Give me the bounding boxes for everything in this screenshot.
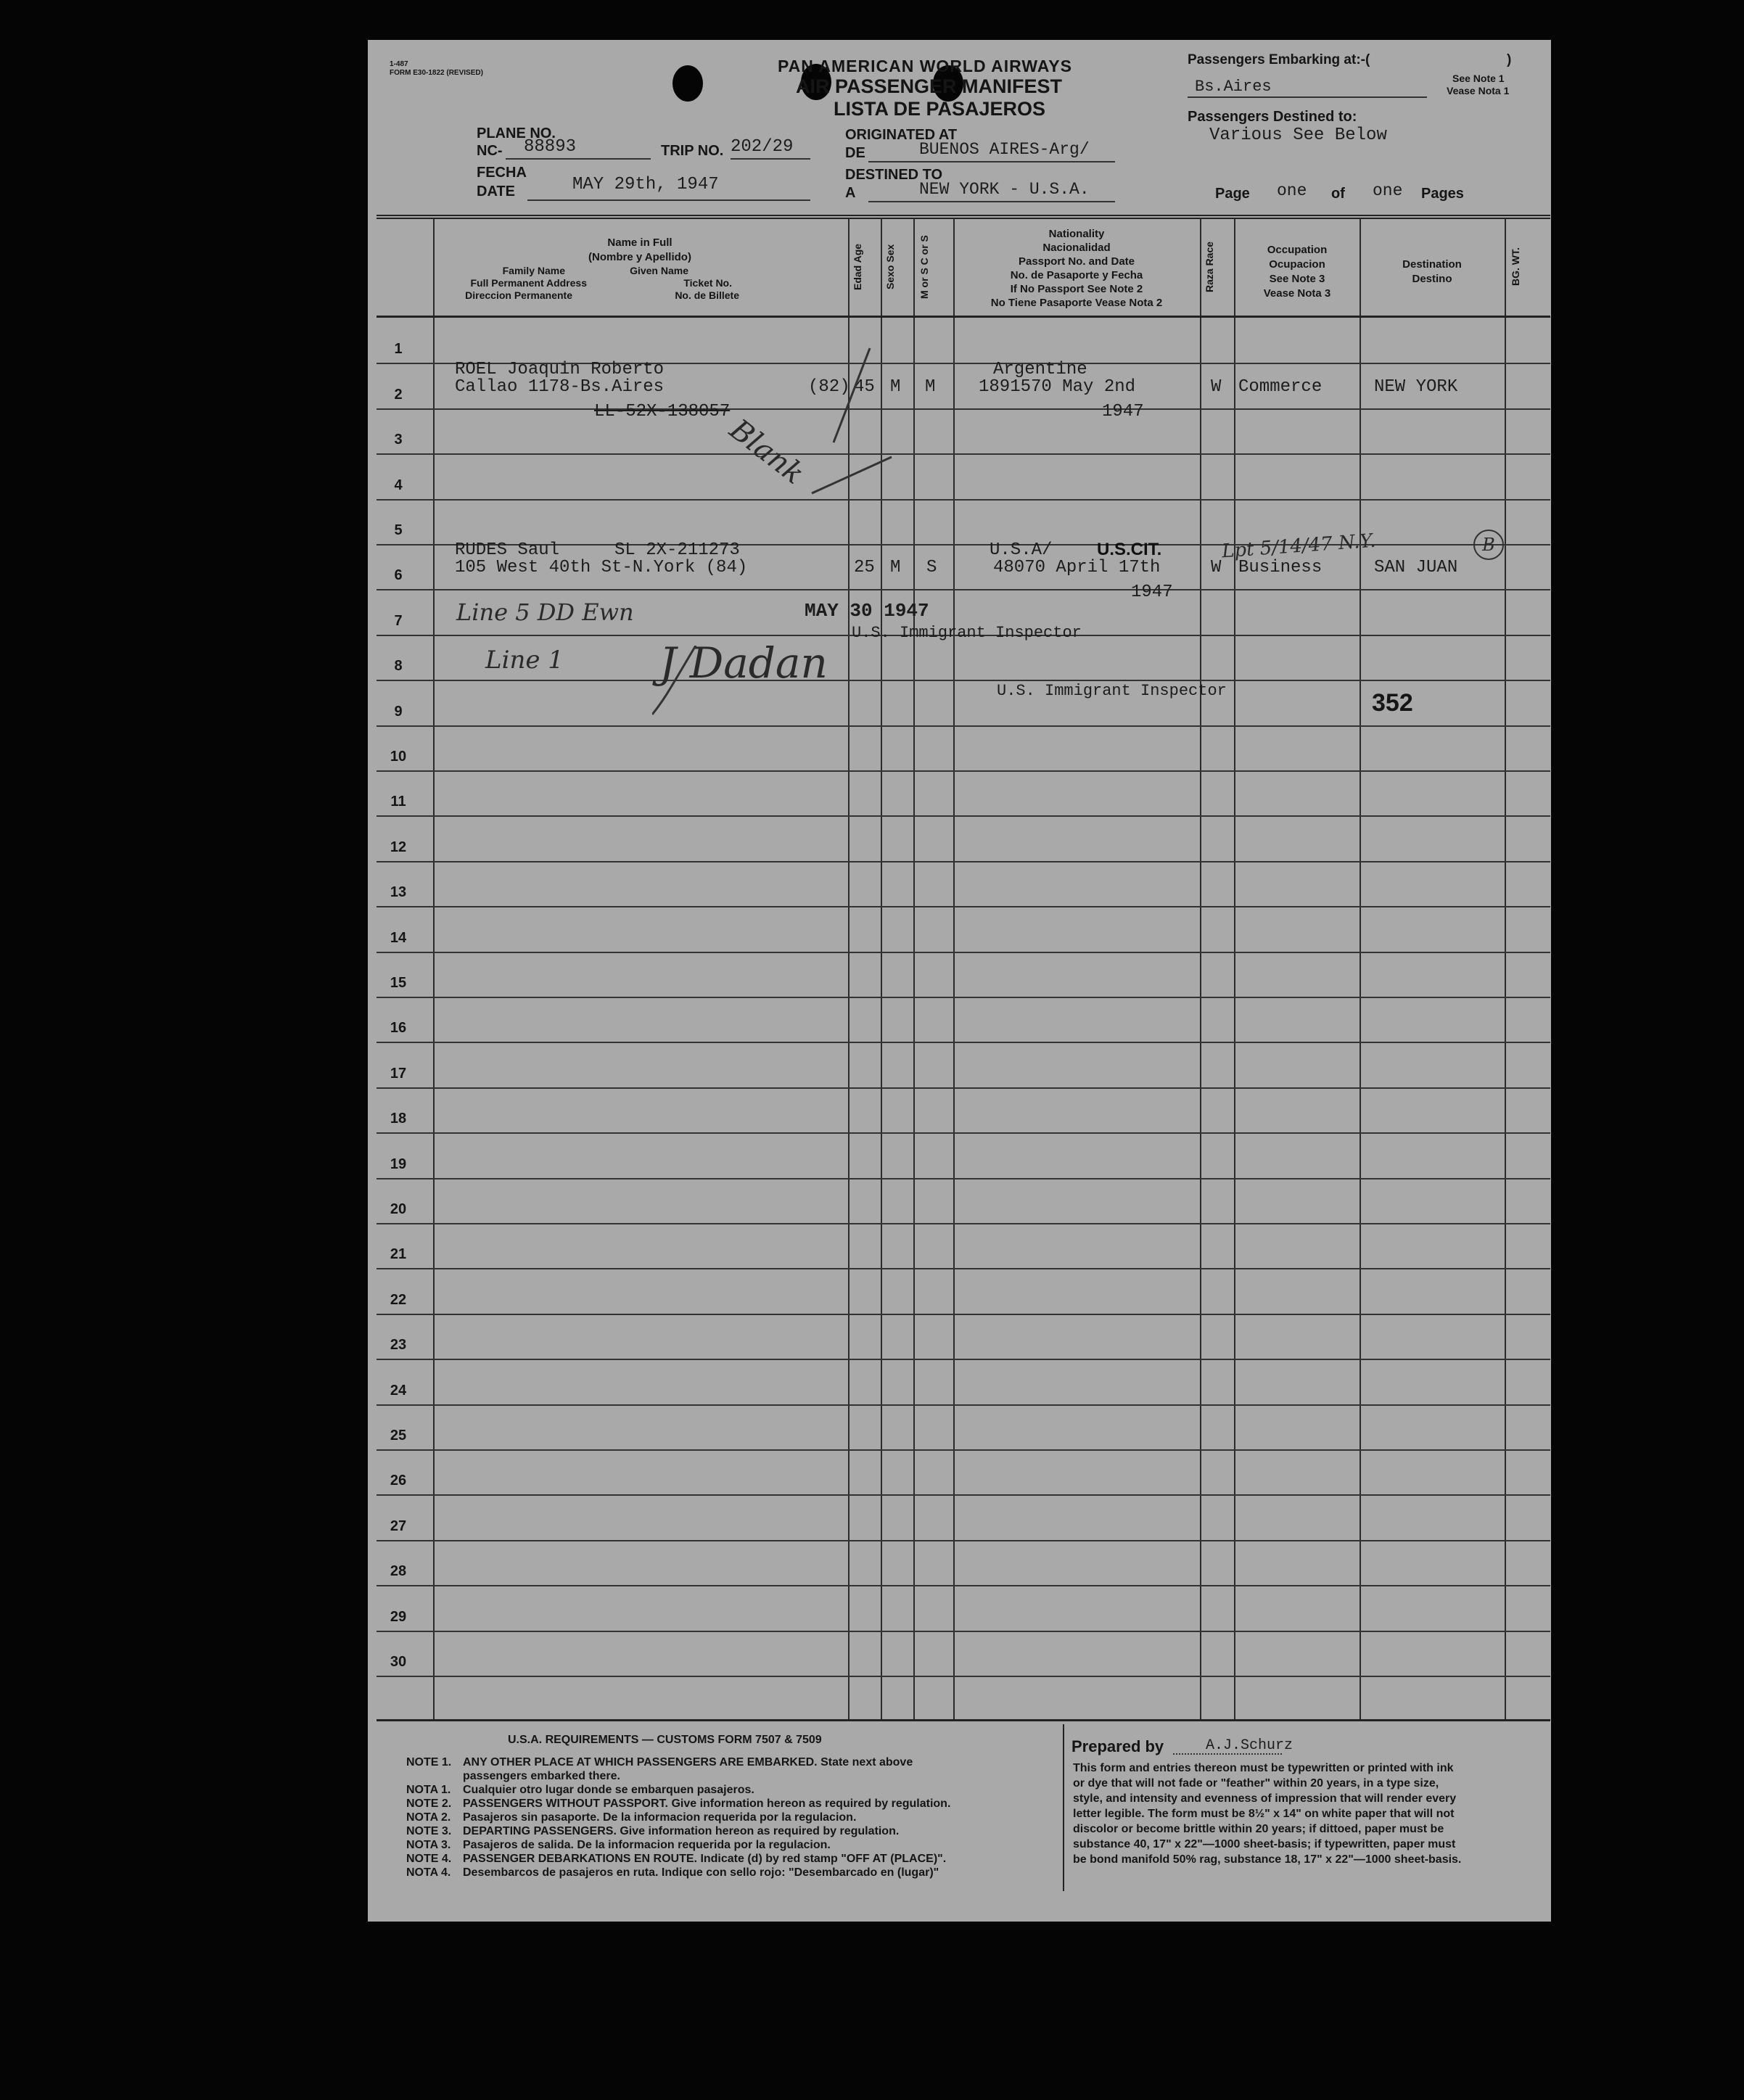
row-divider	[377, 906, 1550, 907]
occupation-column-header: Occupation Ocupacion See Note 3 Vease Nota 3	[1263, 244, 1331, 300]
embarking-city: Bs.Aires	[1195, 78, 1272, 96]
row-number: 24	[390, 1382, 407, 1399]
race-column-header: Raza Race	[1204, 241, 1215, 293]
passenger-5-nationality: U.S.A/	[990, 540, 1053, 560]
row-number: 28	[390, 1563, 407, 1580]
trip-underline	[731, 158, 810, 160]
citizen-stamp: U.S.CIT.	[1097, 540, 1162, 559]
row-divider	[377, 1314, 1550, 1315]
paper-note-line: letter legible. The form must be 8½" x 14" on white paper that will not	[1073, 1808, 1455, 1820]
origin-city: BUENOS AIRES-Arg/	[919, 140, 1090, 159]
requirements-title: U.S.A. REQUIREMENTS — CUSTOMS FORM 7507 & 7509	[508, 1734, 822, 1746]
inspector-title-2: U.S. Immigrant Inspector	[997, 682, 1227, 700]
punch-hole	[672, 65, 703, 102]
footer-divider	[1063, 1724, 1066, 1891]
line-1-handwriting: Line 1	[485, 646, 564, 675]
note-label: NOTA 1.	[406, 1784, 451, 1796]
marital-column-header: M or S C or S	[918, 235, 930, 299]
name-subheaders: Family Name Given Name Full Permanent Address Ticket No. Direccion Permanente No. de Billete	[465, 265, 739, 301]
embarking-underline	[1188, 96, 1427, 98]
passenger-1-age: 45	[854, 377, 875, 397]
row-number: 11	[390, 794, 406, 810]
passenger-1-destination: NEW YORK	[1374, 377, 1458, 397]
passenger-5-marital: S	[926, 558, 937, 577]
note-text: DEPARTING PASSENGERS. Give information hereon as required by regulation.	[463, 1825, 900, 1837]
passenger-5-occupation: Business	[1238, 558, 1323, 577]
company-name: PAN AMERICAN WORLD AIRWAYS	[778, 57, 1072, 75]
cancel-strokes	[783, 341, 928, 508]
row-divider	[377, 1404, 1550, 1406]
passenger-5-name: RUDES Saul	[455, 540, 560, 560]
note-line	[406, 1824, 950, 1838]
destined-a: A	[845, 185, 856, 201]
row-number: 14	[390, 929, 407, 946]
paper-note-line: discolor or become brittle within 20 years; if dittoed, paper must be	[1073, 1823, 1444, 1835]
bag-weight-column-header: BG. WT.	[1510, 247, 1521, 287]
manifest-sheet	[368, 40, 1551, 1922]
row-divider	[377, 815, 1550, 817]
row-divider	[377, 499, 1550, 501]
row-divider	[377, 1676, 1550, 1677]
passenger-1-nationality: Argentine	[993, 360, 1087, 379]
row-number: 15	[390, 975, 407, 991]
paper-note-line: be bond manifold 50% rag, substance 18, 17" x 22"—1000 sheet-basis.	[1073, 1853, 1462, 1866]
passenger-5-ticket: SL 2X-211273	[614, 540, 740, 560]
plane-prefix: NC-	[477, 143, 503, 159]
prepared-by-name: A.J.Schurz	[1206, 1737, 1293, 1754]
row-divider	[377, 1631, 1550, 1632]
requirements-notes	[406, 1755, 950, 1879]
age-column-header: Edad Age	[852, 243, 863, 291]
row-number: 2	[394, 386, 403, 403]
note-text: Pasajeros de salida. De la informacion requerida por la regulacion.	[463, 1839, 831, 1851]
row-number: 22	[390, 1291, 407, 1308]
row-divider	[377, 1268, 1550, 1269]
prepared-by-label: Prepared by	[1072, 1737, 1164, 1755]
passenger-1-passport: 1891570 May 2nd	[979, 377, 1136, 397]
passenger-1-address: Callao 1178-Bs.Aires	[455, 377, 665, 397]
embarking-close: )	[1507, 52, 1512, 67]
passenger-table	[377, 218, 1550, 1719]
date-label: DATE	[477, 184, 515, 199]
trip-label: TRIP NO.	[661, 143, 724, 159]
row-number: 20	[390, 1201, 407, 1217]
row-number: 8	[394, 658, 403, 675]
row-number: 17	[390, 1065, 407, 1082]
paper-note-line: style, and intensity and evenness of impression that will render every	[1073, 1792, 1457, 1805]
name-column-header: Name in Full (Nombre y Apellido)	[588, 236, 691, 263]
inspector-title-1: U.S. Immigrant Inspector	[852, 624, 1082, 642]
paper-note-line: This form and entries thereon must be typewritten or printed with ink	[1073, 1762, 1454, 1774]
row-number: 18	[390, 1111, 407, 1127]
row-divider	[377, 1585, 1550, 1586]
row-number: 4	[394, 477, 403, 493]
note-line	[406, 1852, 950, 1866]
row-number: 13	[390, 884, 407, 901]
note-text: passengers embarked there.	[463, 1770, 620, 1782]
row-number: 6	[394, 567, 403, 584]
row-divider	[377, 1042, 1550, 1043]
row-divider	[377, 453, 1550, 455]
footer-top-border	[377, 1719, 1550, 1721]
form-number: 1-487	[390, 60, 408, 68]
row-divider	[377, 1178, 1550, 1179]
passenger-1-race: W	[1211, 377, 1222, 397]
passenger-5-address: 105 West 40th St-N.York (84)	[455, 558, 748, 577]
manifest-title: AIR PASSENGER MANIFEST	[796, 75, 1063, 97]
nationality-column-header: Nationality Nacionalidad Passport No. and Date No. de Pasaporte y Fecha If No Passport See Note 2 No Tiene Pasaporte Vease Nota 2	[990, 228, 1163, 309]
note-label: NOTA 3.	[406, 1839, 451, 1851]
paper-note-line: substance 40, 17" x 22"—1000 sheet-basis; if typewritten, paper must	[1073, 1838, 1456, 1850]
trip-number: 202/29	[731, 137, 794, 157]
plane-label: PLANE NO.	[477, 125, 556, 141]
row-number: 5	[394, 522, 403, 538]
manifest-title-es: LISTA DE PASAJEROS	[834, 98, 1046, 120]
vease-nota-1: Vease Nota 1	[1447, 85, 1510, 96]
note-line	[406, 1769, 950, 1783]
passenger-5-annotation: Lpt 5/14/47 N.Y.	[1221, 530, 1377, 563]
row-divider	[377, 1494, 1550, 1496]
row-number: 10	[390, 749, 407, 765]
inspection-date-stamp: MAY 30 1947	[805, 600, 929, 622]
row-number: 9	[394, 703, 403, 720]
sex-column-header: Sexo Sex	[884, 244, 896, 290]
passengers-destination: Various See Below	[1209, 125, 1387, 145]
passenger-5-destination: SAN JUAN	[1374, 558, 1458, 577]
passenger-5-race: W	[1211, 558, 1222, 577]
row-divider	[377, 680, 1550, 681]
blank-handwriting: Blank	[723, 413, 810, 491]
date-underline	[527, 199, 810, 201]
note-line	[406, 1755, 950, 1769]
row-divider	[377, 1359, 1550, 1360]
page-number: one	[1277, 181, 1307, 200]
paper-specification-note	[1073, 1761, 1461, 1867]
row-divider	[377, 997, 1550, 998]
of-label: of	[1331, 186, 1345, 202]
originated-label: ORIGINATED AT	[845, 127, 958, 143]
plane-number: 88893	[524, 137, 577, 157]
passenger-1-occupation: Commerce	[1238, 377, 1323, 397]
see-note-1: See Note 1	[1452, 73, 1505, 84]
destination-column-header: Destination Destino	[1402, 258, 1462, 285]
note-text: Desembarcos de pasajeros en ruta. Indique con sello rojo: "Desembarcado en (lugar)"	[463, 1866, 939, 1879]
note-line	[406, 1866, 950, 1879]
row-number: 29	[390, 1608, 407, 1625]
header-bottom-border	[377, 316, 1550, 318]
page-label: Page	[1215, 186, 1250, 202]
row-divider	[377, 861, 1550, 862]
line-5-handwriting: Line 5 DD Ewn	[456, 598, 634, 626]
manifest-serial-number: 352	[1372, 689, 1413, 717]
note-label: NOTA 2.	[406, 1811, 451, 1824]
row-number: 27	[390, 1518, 407, 1534]
note-text: PASSENGERS WITHOUT PASSPORT. Give information hereon as required by regulation.	[463, 1798, 951, 1810]
row-divider	[377, 1223, 1550, 1224]
note-text: Pasajeros sin pasaporte. De la informacion requerida por la regulacion.	[463, 1811, 857, 1824]
row-divider	[377, 770, 1550, 772]
passenger-5-circle-mark: B	[1473, 530, 1504, 560]
passenger-5-sex: M	[890, 558, 901, 577]
passenger-1-sex: M	[890, 377, 901, 397]
note-line	[406, 1838, 950, 1852]
originated-de: DE	[845, 145, 865, 161]
row-number: 25	[390, 1428, 407, 1444]
note-label: NOTE 3.	[406, 1825, 452, 1837]
note-text: Cualquier otro lugar donde se embarquen pasajeros.	[463, 1784, 754, 1796]
destined-label: DESTINED TO	[845, 167, 943, 183]
passenger-1-ticket-ref: (82)	[808, 377, 850, 397]
paper-note-line: or dye that will not fade or "feather" within 20 years, in a type size,	[1073, 1777, 1439, 1790]
origin-underline	[868, 161, 1115, 162]
row-number: 21	[390, 1246, 407, 1263]
note-label: NOTE 2.	[406, 1798, 452, 1810]
row-number: 7	[394, 612, 403, 629]
row-divider	[377, 1087, 1550, 1089]
note-label: NOTE 4.	[406, 1853, 452, 1865]
row-divider	[377, 1449, 1550, 1451]
destination-underline	[868, 201, 1115, 202]
plane-underline	[506, 158, 651, 160]
row-divider	[377, 1132, 1550, 1134]
passenger-1-name: ROEL Joaquin Roberto	[455, 360, 665, 379]
note-label: NOTA 4.	[406, 1866, 451, 1879]
fecha-label: FECHA	[477, 165, 527, 181]
signature-flourish	[652, 646, 710, 718]
row-number: 30	[390, 1654, 407, 1670]
embarking-label: Passengers Embarking at:-(	[1188, 52, 1370, 67]
passenger-5-passport: 48070 April 17th	[993, 558, 1161, 577]
row-divider	[377, 725, 1550, 727]
destination-city: NEW YORK - U.S.A.	[919, 180, 1090, 199]
passenger-1-passport-year: 1947	[1102, 402, 1144, 421]
note-line	[406, 1783, 950, 1797]
total-pages: one	[1373, 181, 1403, 200]
row-number: 12	[390, 839, 407, 855]
note-text: ANY OTHER PLACE AT WHICH PASSENGERS ARE EMBARKED. State next above	[463, 1756, 913, 1768]
form-code: FORM E30-1822 (REVISED)	[390, 69, 483, 77]
passenger-1-marital: M	[925, 377, 936, 397]
passenger-1-ticket: LL-52X-138057	[594, 402, 731, 421]
passengers-destined-label: Passengers Destined to:	[1188, 109, 1357, 125]
note-text: PASSENGER DEBARKATIONS EN ROUTE. Indicate (d) by red stamp "OFF AT (PLACE)".	[463, 1853, 947, 1865]
row-divider	[377, 589, 1550, 590]
row-divider	[377, 952, 1550, 953]
row-number: 16	[390, 1020, 407, 1037]
row-number: 26	[390, 1473, 407, 1489]
row-divider	[377, 1540, 1550, 1541]
row-number: 1	[394, 341, 403, 358]
row-number: 23	[390, 1337, 407, 1354]
pages-label: Pages	[1421, 186, 1464, 202]
flight-date: MAY 29th, 1947	[572, 175, 719, 194]
row-divider	[377, 408, 1550, 410]
inspector-signature: J Dadan	[659, 638, 828, 688]
row-number: 3	[394, 432, 403, 448]
passenger-5-passport-year: 1947	[1131, 582, 1173, 602]
note-line	[406, 1811, 950, 1824]
row-number: 19	[390, 1156, 407, 1172]
note-label: NOTE 1.	[406, 1756, 452, 1768]
note-line	[406, 1797, 950, 1811]
passenger-5-age: 25	[854, 558, 875, 577]
